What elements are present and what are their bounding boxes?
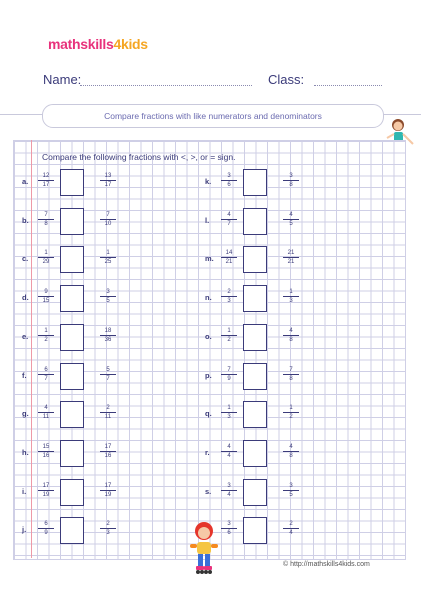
fraction-left	[221, 521, 237, 536]
problem-label: l.	[205, 215, 210, 225]
fraction-left	[221, 250, 237, 265]
numerator: 1	[283, 289, 299, 297]
fraction-left	[38, 405, 54, 420]
denominator: 9	[227, 375, 231, 382]
numerator: 1	[221, 405, 237, 413]
fraction-left	[38, 289, 54, 304]
denominator: 11	[104, 414, 112, 421]
numerator: 2	[283, 521, 299, 529]
denominator: 4	[289, 530, 293, 537]
fraction-right	[100, 289, 116, 304]
fraction-left	[38, 483, 54, 498]
denominator: 4	[227, 452, 231, 459]
fraction-left	[221, 444, 237, 459]
denominator: 17	[42, 182, 50, 188]
denominator: 16	[42, 452, 50, 459]
numerator: 15	[38, 444, 54, 452]
denominator: 16	[104, 452, 112, 459]
fraction-right	[283, 289, 299, 304]
answer-box[interactable]	[60, 401, 84, 428]
fraction-left	[38, 328, 54, 343]
denominator: 8	[289, 375, 293, 382]
numerator: 1	[283, 405, 299, 413]
fraction-right	[100, 250, 116, 265]
denominator: 21	[287, 259, 295, 266]
denominator: 25	[104, 259, 112, 266]
numerator: 17	[100, 483, 116, 491]
numerator: 1	[100, 250, 116, 258]
fraction-left	[38, 250, 54, 265]
numerator: 7	[100, 212, 116, 220]
problem-label: a.	[22, 177, 29, 186]
numerator: 4	[38, 405, 54, 413]
denominator: 29	[42, 259, 50, 266]
worksheet-title: Compare fractions with like numerators and denominators	[104, 111, 322, 121]
denominator: 2	[44, 336, 48, 343]
denominator: 17	[104, 182, 112, 188]
problem-label: h.	[22, 447, 29, 457]
problem-label: c.	[22, 254, 29, 264]
numerator: 2	[100, 521, 116, 529]
numerator: 6	[38, 367, 54, 375]
denominator: 19	[42, 491, 50, 498]
margin-line	[31, 140, 32, 558]
answer-box[interactable]	[60, 363, 84, 390]
fraction-right	[283, 250, 299, 265]
denominator: 9	[44, 530, 48, 537]
fraction-right	[100, 173, 116, 188]
answer-box[interactable]	[243, 208, 267, 235]
fraction-left	[221, 289, 237, 304]
fraction-left	[221, 173, 237, 188]
fraction-right	[100, 521, 116, 536]
answer-box[interactable]	[60, 324, 84, 351]
denominator: 19	[104, 491, 112, 498]
fraction-right	[283, 521, 299, 536]
instruction-text: Compare the following fractions with <, >, or = sign.	[42, 152, 236, 162]
fraction-left	[38, 173, 54, 188]
problem-label: g.	[22, 409, 29, 419]
denominator: 3	[227, 414, 231, 421]
answer-box[interactable]	[60, 246, 84, 273]
answer-box[interactable]	[243, 285, 267, 312]
denominator: 4	[227, 491, 231, 498]
denominator: 2	[227, 336, 231, 343]
fraction-right	[283, 212, 299, 227]
numerator: 4	[221, 212, 237, 220]
numerator: 21	[283, 250, 299, 258]
answer-box[interactable]	[243, 169, 267, 196]
answer-box[interactable]	[243, 324, 267, 351]
problem-label: j.	[22, 525, 27, 535]
numerator: 6	[38, 521, 54, 529]
denominator: 3	[289, 298, 293, 305]
problem-label: p.	[205, 370, 212, 380]
numerator: 18	[100, 328, 116, 336]
numerator: 13	[100, 173, 116, 181]
fraction-right	[283, 328, 299, 343]
denominator: 6	[227, 182, 231, 188]
denominator: 6	[227, 530, 231, 537]
problem-label: d.	[22, 293, 29, 303]
banner-line-right	[383, 114, 421, 115]
fraction-right	[100, 444, 116, 459]
numerator: 5	[100, 367, 116, 375]
problem-label: f.	[22, 370, 27, 380]
problem-label: i.	[22, 486, 27, 496]
answer-box[interactable]	[243, 517, 267, 544]
numerator: 1	[38, 328, 54, 336]
numerator: 7	[221, 367, 237, 375]
denominator: 8	[289, 182, 293, 188]
answer-box[interactable]	[60, 479, 84, 506]
numerator: 4	[283, 444, 299, 452]
denominator: 10	[104, 220, 112, 227]
numerator: 7	[283, 367, 299, 375]
numerator: 3	[283, 173, 299, 181]
fraction-right	[283, 405, 299, 420]
problem-label: s.	[205, 486, 212, 496]
numerator: 1	[38, 250, 54, 258]
answer-box[interactable]	[60, 440, 84, 467]
fraction-right	[283, 173, 299, 188]
numerator: 2	[221, 289, 237, 297]
fraction-left	[221, 483, 237, 498]
denominator: 7	[227, 220, 231, 227]
numerator: 2	[100, 405, 116, 413]
name-label: Name:	[43, 72, 82, 87]
fraction-left	[38, 521, 54, 536]
numerator: 3	[283, 483, 299, 491]
problem-label: e.	[22, 331, 29, 341]
fraction-right	[283, 367, 299, 382]
denominator: 3	[227, 298, 231, 305]
fraction-left	[221, 405, 237, 420]
name-field[interactable]	[80, 85, 252, 86]
class-field[interactable]	[314, 85, 382, 86]
fraction-right	[100, 328, 116, 343]
denominator: 5	[289, 491, 293, 498]
problem-label: m.	[205, 254, 214, 264]
brand-logo	[48, 36, 148, 52]
denominator: 21	[225, 259, 233, 266]
numerator: 4	[221, 444, 237, 452]
answer-box[interactable]	[60, 169, 84, 196]
numerator: 3	[221, 521, 237, 529]
denominator: 8	[44, 220, 48, 227]
denominator: 5	[289, 220, 293, 227]
denominator: 36	[104, 336, 112, 343]
fraction-right	[100, 483, 116, 498]
answer-box[interactable]	[60, 517, 84, 544]
fraction-right	[100, 367, 116, 382]
numerator: 3	[221, 173, 237, 181]
answer-box[interactable]	[243, 401, 267, 428]
fraction-left	[221, 212, 237, 227]
footer-copyright: © http://mathskills4kids.com	[283, 561, 370, 568]
numerator: 3	[100, 289, 116, 297]
numerator: 7	[38, 212, 54, 220]
fraction-right	[283, 483, 299, 498]
brand-part2: 4kids	[113, 36, 148, 52]
answer-box[interactable]	[243, 246, 267, 273]
skater-kid-illustration-icon	[186, 520, 222, 576]
numerator: 4	[283, 328, 299, 336]
fraction-right	[100, 405, 116, 420]
problem-label: o.	[205, 331, 212, 341]
fraction-left	[38, 212, 54, 227]
numerator: 17	[100, 444, 116, 452]
denominator: 8	[289, 452, 293, 459]
numerator: 12	[38, 173, 54, 181]
answer-box[interactable]	[243, 440, 267, 467]
denominator: 15	[42, 298, 50, 305]
numerator: 9	[38, 289, 54, 297]
denominator: 11	[42, 414, 50, 421]
denominator: 8	[289, 336, 293, 343]
fraction-right	[100, 212, 116, 227]
answer-box[interactable]	[60, 285, 84, 312]
class-label: Class:	[268, 72, 305, 87]
fraction-right	[283, 444, 299, 459]
title-banner	[42, 104, 384, 128]
problem-label: n.	[205, 293, 212, 303]
denominator: 2	[289, 414, 293, 421]
problem-label: q.	[205, 409, 212, 419]
brand-part1: mathskills	[48, 36, 114, 52]
numerator: 14	[221, 250, 237, 258]
fraction-left	[221, 328, 237, 343]
answer-box[interactable]	[60, 208, 84, 235]
denominator: 5	[106, 298, 110, 305]
denominator: 3	[106, 530, 110, 537]
denominator: 7	[106, 375, 110, 382]
numerator: 1	[221, 328, 237, 336]
fraction-left	[38, 444, 54, 459]
problem-label: r.	[205, 447, 210, 457]
problem-label: b.	[22, 215, 29, 225]
denominator: 7	[44, 375, 48, 382]
numerator: 3	[221, 483, 237, 491]
fraction-left	[38, 367, 54, 382]
banner-line-left	[0, 114, 42, 115]
answer-box[interactable]	[243, 479, 267, 506]
fraction-left	[221, 367, 237, 382]
numerator: 17	[38, 483, 54, 491]
problem-label: k.	[205, 177, 212, 186]
numerator: 4	[283, 212, 299, 220]
answer-box[interactable]	[243, 363, 267, 390]
